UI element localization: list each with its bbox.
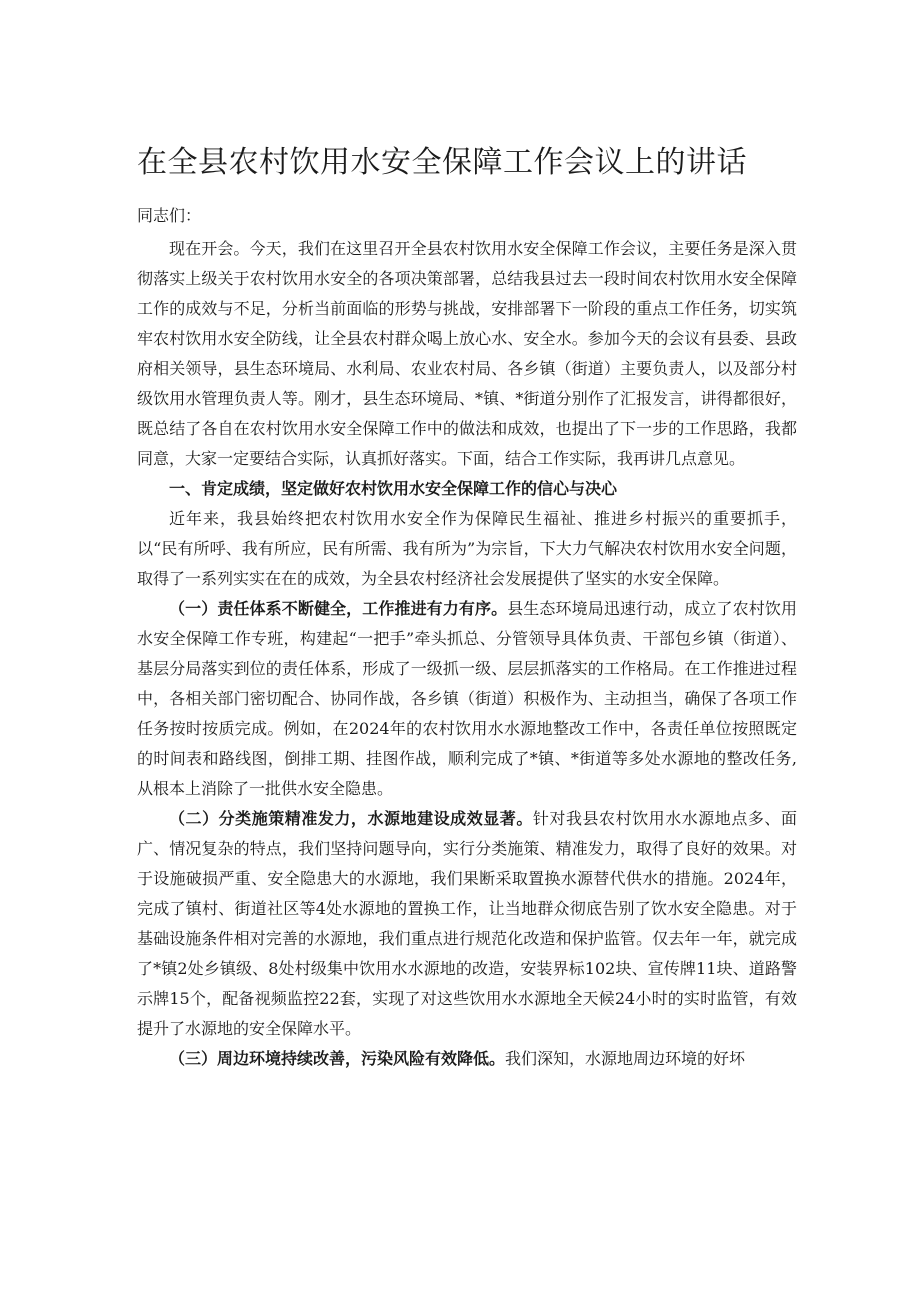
item-paragraph [137,804,797,1044]
salutation: 同志们： [137,206,202,225]
item-text: 我们深知，水源地周边环境的好坏 [505,1049,746,1068]
section-paragraph: 近年来，我县始终把农村饮用水安全作为保障民生福祉、推进乡村振兴的重要抓手，以“民有所呼、我有所应，民有所需、我有所为”为宗旨，下大力气解决农村饮用水安全问题，取得了一系列实实在在的成效，为全县农村经济社会发展提供了坚实的水安全保障。 [137,509,797,588]
item-lead: （一）责任体系不断健全，工作推进有力有序。 [169,599,508,618]
item-lead: （三）周边环境持续改善，污染风险有效降低。 [169,1049,506,1068]
item-text: 县生态环境局迅速行动，成立了农村饮用水安全保障工作专班，构建起“一把手”牵头抓总、分管领导具体负责、干部包乡镇（街道）、基层分局落实到位的责任体系，形成了一级抓一级、层层抓落实的工作格局。在工作推进过程中，各相关部门密切配合、协同作战，各乡镇（街道）积极作为、主动担当，确保了各项工作任务按时按质完成。例如，在2024年的农村饮用水水源地整改工作中，各责任单位按照既定的时间表和路线图，倒排工期、挂图作战，顺利完成了*镇、*街道等多处水源地的整改任务,从根本上消除了一批供水安全隐患。 [137,599,797,798]
item-paragraph [137,1044,797,1074]
item-lead: （二）分类施策精准发力，水源地建设成效显著。 [169,809,533,828]
item-paragraph [137,594,797,804]
intro-paragraph: 现在开会。今天，我们在这里召开全县农村饮用水安全保障工作会议，主要任务是深入贯彻落实上级关于农村饮用水安全的各项决策部署，总结我县过去一段时间农村饮用水安全保障工作的成效与不足，分析当前面临的形势与挑战，安排部署下一阶段的重点工作任务，切实筑牢农村饮用水安全防线，让全县农村群众喝上放心水、安全水。参加今天的会议有县委、县政府相关领导，县生态环境局、水利局、农业农村局、各乡镇（街道）主要负责人，以及部分村级饮用水管理负责人等。刚才，县生态环境局、*镇、*街道分别作了汇报发言，讲得都很好，既总结了各自在农村饮用水安全保障工作中的做法和成效，也提出了下一步的工作思路，我都同意，大家一定要结合实际，认真抓好落实。下面，结合工作实际，我再讲几点意见。 [137,239,797,468]
item-text: 针对我县农村饮用水水源地点多、面广、情况复杂的特点，我们坚持问题导向，实行分类施策、精准发力，取得了良好的效果。对于设施破损严重、安全隐患大的水源地，我们果断采取置换水源替代供水的措施。2024年，完成了镇村、街道社区等4处水源地的置换工作，让当地群众彻底告别了饮水安全隐患。对于基础设施条件相对完善的水源地，我们重点进行规范化改造和保护监管。仅去年一年，就完成了*镇2处乡镇级、8处村级集中饮用水水源地的改造，安装界标102块、宣传牌11块、道路警示牌15个，配备视频监控22套，实现了对这些饮用水水源地全天候24小时的实时监管，有效提升了水源地的安全保障水平。 [137,809,797,1038]
document-body [137,140,797,1074]
document-title: 在全县农村饮用水安全保障工作会议上的讲话 [137,145,747,180]
section-heading: 一、肯定成绩，坚定做好农村饮用水安全保障工作的信心与决心 [169,479,618,498]
